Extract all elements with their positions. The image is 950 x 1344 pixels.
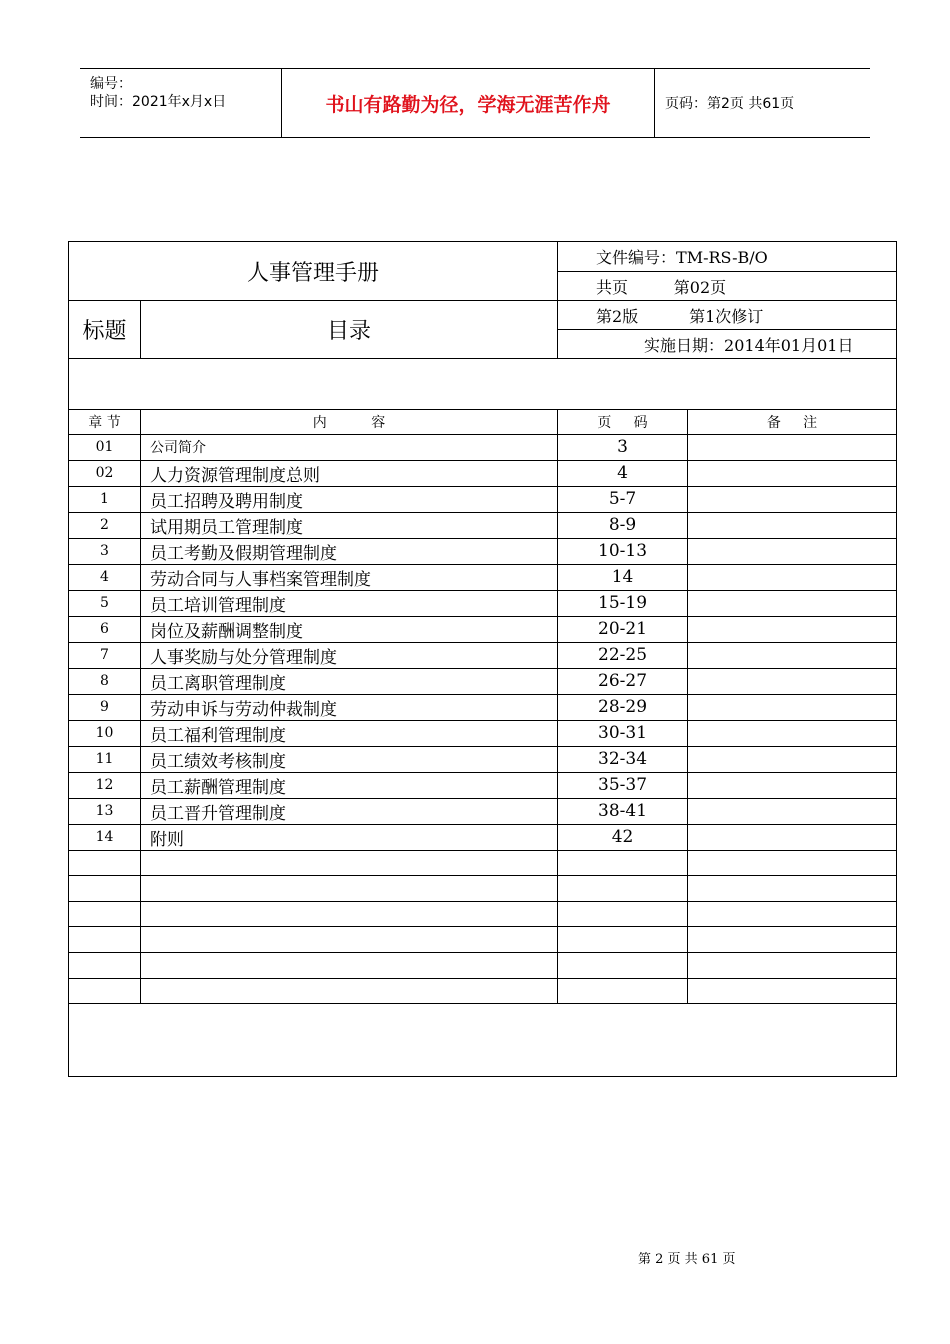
page-header [80, 68, 870, 138]
time-label: 时间：2021年x月x日 [90, 94, 227, 110]
empty-row [69, 927, 897, 953]
section-title: 公司简介 [141, 435, 558, 461]
section-note [688, 564, 897, 590]
section-note [688, 772, 897, 798]
col-header-page: 页 码 [558, 410, 688, 435]
table-row [69, 435, 897, 461]
effective-date: 实施日期：2014年01月01日 [558, 330, 897, 359]
table-row [69, 824, 897, 850]
section-number: 5 [69, 590, 141, 616]
section-pages: 3 [558, 435, 688, 461]
section-title: 员工离职管理制度 [141, 668, 558, 694]
bottom-block [69, 1004, 897, 1077]
section-pages: 4 [558, 460, 688, 486]
section-number: 02 [69, 460, 141, 486]
section-number: 14 [69, 824, 141, 850]
empty-row [69, 978, 897, 1004]
section-pages: 14 [558, 564, 688, 590]
table-row [69, 486, 897, 512]
empty-cell [141, 952, 558, 978]
section-number: 12 [69, 772, 141, 798]
section-title: 员工薪酬管理制度 [141, 772, 558, 798]
empty-cell [69, 978, 141, 1004]
empty-row [69, 952, 897, 978]
empty-cell [141, 978, 558, 1004]
empty-cell [141, 901, 558, 927]
table-row [69, 538, 897, 564]
section-note [688, 512, 897, 538]
section-note [688, 798, 897, 824]
section-pages: 28-29 [558, 694, 688, 720]
section-note [688, 720, 897, 746]
section-pages: 8-9 [558, 512, 688, 538]
section-pages: 32-34 [558, 746, 688, 772]
table-row [69, 590, 897, 616]
section-pages: 38-41 [558, 798, 688, 824]
table-row [69, 720, 897, 746]
section-number: 2 [69, 512, 141, 538]
empty-cell [141, 876, 558, 902]
section-note [688, 486, 897, 512]
section-note [688, 590, 897, 616]
section-pages: 5-7 [558, 486, 688, 512]
empty-cell [69, 952, 141, 978]
title-label: 标题 [69, 301, 141, 359]
footer-text: 第 2 页 共 61 页 [638, 1252, 736, 1267]
col-header-content: 内 容 [141, 410, 558, 435]
section-note [688, 616, 897, 642]
manual-title: 人事管理手册 [69, 242, 558, 301]
empty-cell [688, 978, 897, 1004]
section-note [688, 824, 897, 850]
table-row [69, 512, 897, 538]
empty-row [69, 901, 897, 927]
table-row [69, 564, 897, 590]
section-title: 劳动合同与人事档案管理制度 [141, 564, 558, 590]
table-row [69, 746, 897, 772]
empty-cell [69, 901, 141, 927]
empty-cell [558, 952, 688, 978]
bottom-empty-cell [69, 1004, 897, 1077]
doc-title: 目录 [141, 301, 558, 359]
empty-cell [141, 927, 558, 953]
empty-cell [558, 927, 688, 953]
section-pages: 22-25 [558, 642, 688, 668]
section-number: 4 [69, 564, 141, 590]
section-title: 附则 [141, 824, 558, 850]
section-title: 员工培训管理制度 [141, 590, 558, 616]
section-title: 员工考勤及假期管理制度 [141, 538, 558, 564]
empty-cell [558, 850, 688, 876]
empty-cell [69, 927, 141, 953]
empty-cell [558, 876, 688, 902]
empty-cell [141, 850, 558, 876]
empty-cell [688, 952, 897, 978]
section-title: 人力资源管理制度总则 [141, 460, 558, 486]
section-number: 11 [69, 746, 141, 772]
section-pages: 15-19 [558, 590, 688, 616]
section-number: 1 [69, 486, 141, 512]
section-number: 8 [69, 668, 141, 694]
table-row [69, 772, 897, 798]
header-motto: 书山有路勤为径，学海无涯苦作舟 [282, 69, 655, 137]
section-number: 01 [69, 435, 141, 461]
section-number: 3 [69, 538, 141, 564]
number-label: 编号： [90, 76, 132, 92]
table-row [69, 460, 897, 486]
col-header-section: 章 节 [69, 410, 141, 435]
table-row [69, 668, 897, 694]
empty-cell [688, 850, 897, 876]
empty-cell [558, 978, 688, 1004]
section-number: 13 [69, 798, 141, 824]
section-note [688, 435, 897, 461]
section-title: 员工晋升管理制度 [141, 798, 558, 824]
section-title: 劳动申诉与劳动仲裁制度 [141, 694, 558, 720]
section-title: 员工福利管理制度 [141, 720, 558, 746]
spacer-row [69, 359, 897, 410]
empty-cell [558, 901, 688, 927]
file-number: 文件编号：TM-RS-B/O [558, 242, 897, 272]
empty-cell [688, 901, 897, 927]
section-number: 7 [69, 642, 141, 668]
header-meta [80, 69, 282, 137]
section-pages: 35-37 [558, 772, 688, 798]
empty-cell [688, 927, 897, 953]
section-pages: 30-31 [558, 720, 688, 746]
section-number: 6 [69, 616, 141, 642]
version-info: 第2版 第1次修订 [558, 301, 897, 330]
section-pages: 10-13 [558, 538, 688, 564]
page-count: 共页 第02页 [558, 272, 897, 301]
section-pages: 42 [558, 824, 688, 850]
section-number: 9 [69, 694, 141, 720]
section-note [688, 538, 897, 564]
section-pages: 26-27 [558, 668, 688, 694]
section-title: 试用期员工管理制度 [141, 512, 558, 538]
section-pages: 20-21 [558, 616, 688, 642]
section-number: 10 [69, 720, 141, 746]
section-note [688, 746, 897, 772]
page-info-text: 页码：第2页 共61页 [665, 96, 795, 112]
section-note [688, 668, 897, 694]
table-row [69, 798, 897, 824]
section-note [688, 642, 897, 668]
section-note [688, 694, 897, 720]
header-page-info [655, 69, 870, 137]
table-row [69, 694, 897, 720]
section-title: 员工绩效考核制度 [141, 746, 558, 772]
table-row [69, 642, 897, 668]
col-header-note: 备 注 [688, 410, 897, 435]
empty-cell [69, 876, 141, 902]
empty-row [69, 850, 897, 876]
empty-cell [69, 850, 141, 876]
section-title: 员工招聘及聘用制度 [141, 486, 558, 512]
table-row [69, 616, 897, 642]
empty-cell [688, 876, 897, 902]
toc-table [68, 241, 897, 1077]
empty-row [69, 876, 897, 902]
section-title: 岗位及薪酬调整制度 [141, 616, 558, 642]
section-title: 人事奖励与处分管理制度 [141, 642, 558, 668]
section-note [688, 460, 897, 486]
